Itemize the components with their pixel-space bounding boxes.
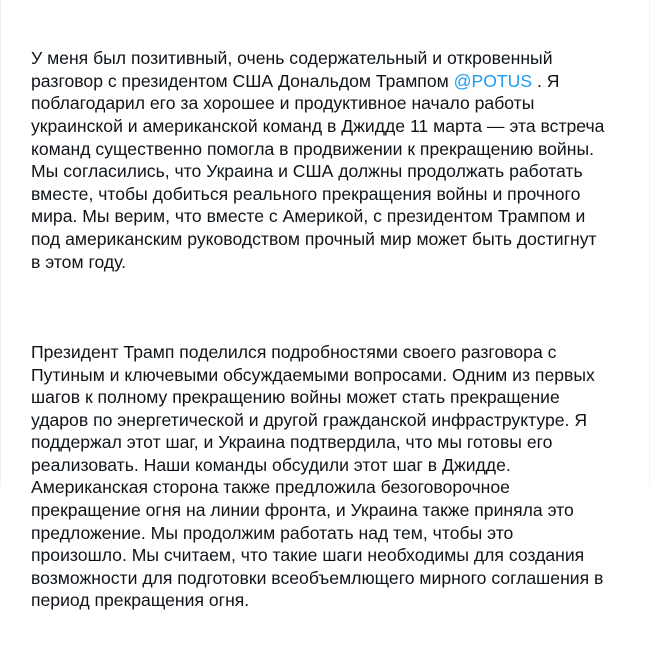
tweet-text: [31, 2, 631, 657]
tweet-paragraph-2: Президент Трамп поделился подробностями своего разговора с Путиным и ключевыми обсуждаемыми вопросами. Одним из первых шагов к полному прекращению войны может стать прекращение ударов по энергетической и другой гражданской инфраструктуре. Я поддержал этот шаг, и Украина подтвердила, что мы готовы его реализовать. Наши команды обсудили этот шаг в Джидде. Американская сторона также предложила безоговорочное прекращение огня на линии фронта, и Украина также приняла это предложение. Мы продолжим работать над тем, чтобы это произошло. Мы считаем, что такие шаги необходимы для создания возможности для подготовки всеобъемлющего мирного соглашения в период прекращения огня.: [31, 341, 604, 611]
paragraph-1-text-start: У меня был позитивный, очень содержательный и откровенный разговор с президентом США Дональдом Трампом: [31, 48, 553, 91]
tweet-paragraph-1: [31, 47, 631, 273]
paragraph-1-text-end: . Я поблагодарил его за хорошее и продуктивное начало работы украинской и американской команд в Джидде 11 марта — эта встреча команд существенно помогла в продвижении к прекращению войны. Мы согласились, что Украина и США должны продолжать работать вместе, чтобы добиться реального прекращения войны и прочного мира. Мы верим, что вместе с Америкой, с президентом Трампом и под американским руководством прочный мир может быть достигнут в этом году.: [31, 70, 605, 272]
potus-mention-link[interactable]: @POTUS: [453, 70, 533, 91]
